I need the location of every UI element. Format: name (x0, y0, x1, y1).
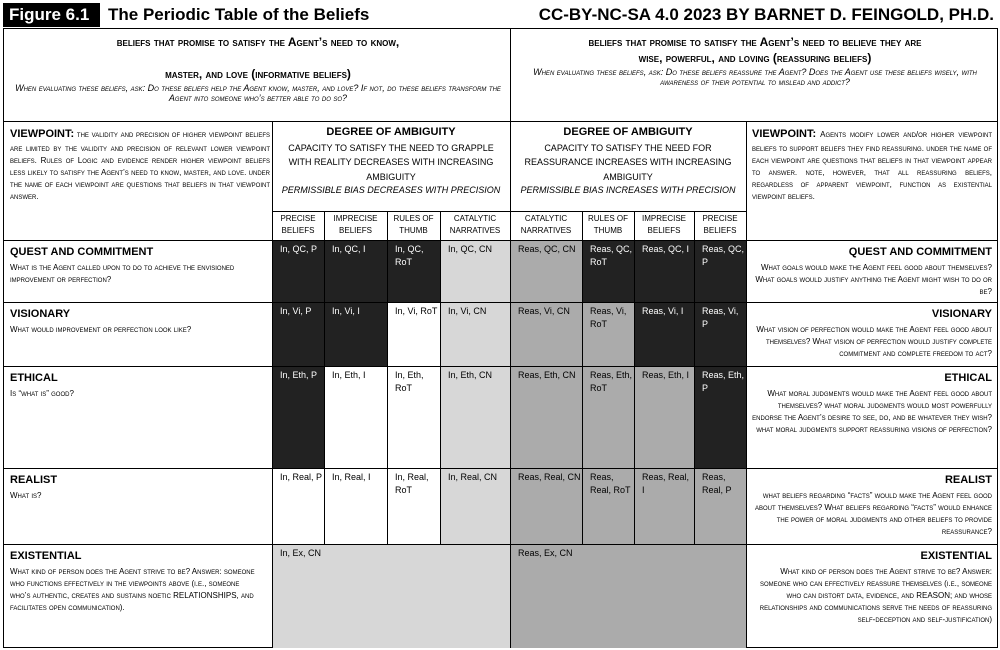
ambiguity-left-title: DEGREE OF AMBIGUITY (326, 126, 456, 138)
right-heading-panel (514, 31, 996, 121)
belief-cell: Reas, Real, I (634, 468, 694, 544)
heading-divider (510, 28, 511, 121)
belief-cell: In, Vi, RoT (387, 302, 440, 366)
row-name: REALIST (10, 474, 58, 486)
row-name-right: ETHICAL (944, 372, 992, 384)
header-bar (0, 0, 1000, 28)
grid-vline (510, 121, 511, 648)
belief-cell: Reas, Vi, CN (510, 302, 582, 366)
row-question-left: What kind of person does the Agent strive to be? Answer: someone who functions effectively in the viewpoints above (i.e., someone who’s authentic, creates and sustains noetic RELATIONSHIPS, and facilitates open communication). (10, 567, 255, 612)
row-name-right: EXISTENTIAL (920, 550, 992, 562)
left-heading-line2: master, and love (informative beliefs) (165, 67, 351, 81)
left-heading-line1: beliefs that promise to satisfy the Agent’s need to know, (116, 35, 400, 49)
grid-vline (634, 211, 635, 544)
row-name: VISIONARY (10, 308, 71, 320)
row-question-right: What moral judgments would make the Agent feel good about themselves? what moral judgments would most powerfully endorse the Agent’s desire to see, do, and be whatever they wish? what moral judgments support reassuring visions of perfection? (752, 389, 992, 434)
viewpoint-left-text: the validity and precision of higher viewpoint beliefs are limited by the validity and precision of relevant lower viewpoint beliefs. Rules of Logic and evidence render higher viewpoint beliefs less likely to satisfy the Agent’s need to know, master, and love. under the name of each viewpoint are questions that beliefs in that viewpoint answer. (10, 130, 270, 201)
belief-cell: In, Real, I (324, 468, 387, 544)
left-heading-panel (8, 31, 508, 121)
ambiguity-left (272, 126, 510, 195)
grid-hline (3, 240, 998, 241)
belief-cell: In, Real, CN (440, 468, 510, 544)
belief-cell: Reas, Vi, I (634, 302, 694, 366)
column-header: CATALYTIC NARRATIVES (449, 214, 501, 235)
row-question-left: What is? (10, 491, 42, 500)
row-question-left: What would improvement or perfection look like? (10, 325, 192, 334)
grid-vline (272, 121, 273, 648)
row-question-right: What vision of perfection would make the Agent feel good about themselves? What vision of perfection would justify complete commitment and complete freedom to act? (756, 325, 992, 358)
belief-cell: In, Eth, P (272, 366, 324, 468)
right-heading-line2: wise, powerful, and loving (reassuring beliefs) (638, 51, 872, 65)
belief-cell: Reas, QC, RoT (582, 240, 634, 302)
belief-cell: In, Ex, CN (272, 544, 510, 648)
row-question-right: What goals would make the Agent feel good about themselves? What goals would justify anything the Agent might wish to do or be? (755, 263, 992, 296)
row-question-left: What is the Agent called upon to do to achieve the envisioned improvement or perfection? (10, 263, 235, 284)
belief-cell: In, Vi, CN (440, 302, 510, 366)
row-question-right: what beliefs regarding “facts” would make the Agent feel good about themselves? What beliefs regarding “facts” would enhance the power of moral judgments and other beliefs to provide reassurance? (754, 491, 992, 536)
grid-vline (746, 121, 747, 648)
left-ask-text: When evaluating these beliefs, ask: Do these beliefs help the Agent know, master, and love? If not, do these beliefs transform the Agent into someone who’s better able to do so? (15, 83, 501, 103)
ambiguity-right-title: DEGREE OF AMBIGUITY (563, 126, 693, 138)
belief-cell: Reas, QC, P (694, 240, 746, 302)
belief-cell: In, QC, P (272, 240, 324, 302)
ambiguity-right (510, 126, 746, 195)
viewpoint-right-label: VIEWPOINT: (752, 128, 817, 140)
viewpoint-left-label: VIEWPOINT: (10, 128, 75, 140)
grid-vline (324, 211, 325, 544)
belief-cell: Reas, QC, CN (510, 240, 582, 302)
grid-hline (3, 302, 998, 303)
ambiguity-left-bias: PERMISSIBLE BIAS DECREASES WITH PRECISION (281, 185, 501, 196)
belief-cell: In, Vi, P (272, 302, 324, 366)
belief-cell: In, Vi, I (324, 302, 387, 366)
row-name: QUEST AND COMMITMENT (10, 246, 154, 258)
belief-cell: In, Real, RoT (387, 468, 440, 544)
column-header: PRECISE BELIEFS (280, 214, 316, 235)
license-text: CC-BY-NC-SA 4.0 2023 BY BARNET D. FEINGOLD, PH.D. (538, 5, 994, 24)
right-heading-line1: beliefs that promise to satisfy the Agent’s need to believe they are (588, 35, 922, 49)
column-header: IMPRECISE BELIEFS (641, 214, 686, 235)
row-question-left: Is “what is” good? (10, 389, 74, 398)
grid-hline (3, 468, 998, 469)
belief-cell: In, Eth, RoT (387, 366, 440, 468)
grid-vline (387, 211, 388, 544)
belief-cell: Reas, Real, RoT (582, 468, 634, 544)
viewpoint-right-text: Agents modify lower and/or higher viewpoint beliefs to support beliefs they find reassuring. under the name of each viewpoint are questions that beliefs in that viewpoint appear to answer. note, however, that all reassuring beliefs, regardless of apparent viewpoint, function as existential viewpoint beliefs. (752, 130, 992, 201)
grid-hline (3, 544, 998, 545)
grid-hline (3, 366, 998, 367)
belief-cell: Reas, QC, I (634, 240, 694, 302)
belief-cell: In, QC, I (324, 240, 387, 302)
belief-cell: Reas, Real, P (694, 468, 746, 544)
row-name-right: REALIST (944, 474, 992, 486)
belief-cell: Reas, Vi, RoT (582, 302, 634, 366)
row-question-right: What kind of person does the Agent strive to be? Answer: someone who can effectively reassure themselves (i.e., someone who can distort data, evidence, and REASON; and whose relationships and communications serve the needs of reassuring self-deception and self-justification) (759, 567, 992, 624)
row-name: EXISTENTIAL (10, 550, 82, 562)
grid-vline (440, 211, 441, 544)
belief-cell: Reas, Ex, CN (510, 544, 746, 648)
row-name-right: QUEST AND COMMITMENT (848, 246, 992, 258)
heading-bottom-rule (3, 121, 998, 122)
column-header: CATALYTIC NARRATIVES (520, 214, 572, 235)
grid-vline (694, 211, 695, 544)
row-name-right: VISIONARY (931, 308, 992, 320)
viewpoint-right (752, 126, 992, 238)
column-header: IMPRECISE BELIEFS (333, 214, 378, 235)
right-ask-text: When evaluating these beliefs, ask: Do these beliefs reassure the Agent? Does the Agent use these beliefs wisely, with awareness of their potential to mislead and addict? (533, 67, 977, 87)
column-header: RULES OF THUMB (393, 214, 434, 235)
viewpoint-left (10, 126, 270, 238)
grid-vline (582, 211, 583, 544)
belief-cell: In, Eth, CN (440, 366, 510, 468)
belief-cell: Reas, Eth, P (694, 366, 746, 468)
grid-hline (272, 211, 746, 212)
ambiguity-right-bias: PERMISSIBLE BIAS INCREASES WITH PRECISION (520, 185, 736, 196)
belief-cell: Reas, Real, CN (510, 468, 582, 544)
belief-cell: In, Eth, I (324, 366, 387, 468)
page-title: The Periodic Table of the Beliefs (108, 5, 370, 24)
column-header: RULES OF THUMB (587, 214, 628, 235)
belief-cell: In, QC, RoT (387, 240, 440, 302)
ambiguity-right-desc: CAPACITY TO SATISFY THE NEED FOR REASSURANCE INCREASES WITH INCREASING AMBIGUITY (524, 143, 732, 182)
row-name: ETHICAL (10, 372, 58, 384)
belief-cell: In, QC, CN (440, 240, 510, 302)
ambiguity-left-desc: CAPACITY TO SATISFY THE NEED TO GRAPPLE WITH REALITY DECREASES WITH INCREASING AMBIGUITY (288, 143, 494, 182)
belief-cell: Reas, Vi, P (694, 302, 746, 366)
belief-cell: Reas, Eth, RoT (582, 366, 634, 468)
belief-cell: Reas, Eth, I (634, 366, 694, 468)
figure-label: Figure 6.1 (3, 3, 100, 27)
belief-cell: In, Real, P (272, 468, 324, 544)
column-header: PRECISE BELIEFS (702, 214, 738, 235)
belief-cell: Reas, Eth, CN (510, 366, 582, 468)
